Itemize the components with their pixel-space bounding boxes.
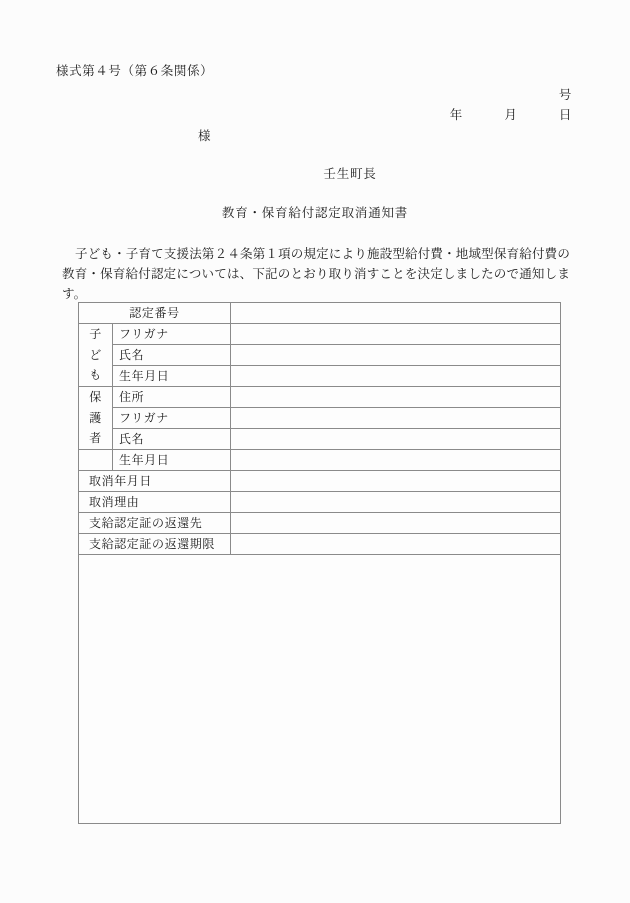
certification-cancellation-table	[78, 302, 561, 824]
row-value-child-furigana[interactable]	[231, 324, 561, 345]
row-label-child-birthdate: 生年月日	[113, 366, 231, 387]
row-value-guardian-address[interactable]	[231, 387, 561, 408]
form-number-label: 様式第４号（第６条関係）	[56, 64, 214, 78]
table-row-guardian-furigana	[79, 408, 561, 429]
table-row-return-deadline	[79, 534, 561, 555]
document-number-line: 号	[558, 88, 572, 102]
row-value-cancellation-reason[interactable]	[231, 492, 561, 513]
row-label-child-furigana: フリガナ	[113, 324, 231, 345]
group-label-guardian-char-1: 保	[89, 390, 102, 405]
document-body-text: 子ども・子育て支援法第２４条第１項の規定により施設型給付費・地域型保育給付費の教育・保育給付認定については、下記のとおり取り消すことを決定しましたので通知します。	[62, 247, 570, 301]
row-value-child-name[interactable]	[231, 345, 561, 366]
row-label-guardian-furigana: フリガナ	[113, 408, 231, 429]
row-value-return-deadline[interactable]	[231, 534, 561, 555]
row-label-child-name: 氏名	[113, 345, 231, 366]
date-year-label: 年	[449, 108, 463, 122]
group-label-child-char-3: も	[89, 368, 102, 383]
table-row-cancellation-date	[79, 471, 561, 492]
table-row-guardian-birthdate	[79, 450, 561, 471]
document-title: 教育・保育給付認定取消通知書	[221, 206, 409, 220]
group-label-child-char-1: 子	[89, 327, 102, 342]
table-row-child-birthdate	[79, 366, 561, 387]
row-value-return-destination[interactable]	[231, 513, 561, 534]
row-label-return-destination: 支給認定証の返還先	[79, 513, 231, 534]
row-value-certification-number[interactable]	[231, 303, 561, 324]
table-row-child-name	[79, 345, 561, 366]
row-label-guardian-birthdate: 生年月日	[113, 450, 231, 471]
row-value-cancellation-date[interactable]	[231, 471, 561, 492]
group-label-child	[79, 324, 113, 387]
group-label-guardian-continuation	[79, 450, 113, 471]
row-label-guardian-address: 住所	[113, 387, 231, 408]
group-label-guardian	[79, 387, 113, 450]
table-row-child-furigana	[79, 324, 561, 345]
table-row-blank-area	[79, 555, 561, 824]
row-value-child-birthdate[interactable]	[231, 366, 561, 387]
row-label-certification-number: 認定番号	[79, 303, 231, 324]
row-label-return-deadline: 支給認定証の返還期限	[79, 534, 231, 555]
row-label-guardian-name: 氏名	[113, 429, 231, 450]
document-date-line	[450, 105, 572, 123]
issuer-name: 壬生町長	[323, 167, 377, 181]
row-value-guardian-birthdate[interactable]	[231, 450, 561, 471]
row-value-guardian-name[interactable]	[231, 429, 561, 450]
date-month-label: 月	[504, 108, 518, 122]
table-row-certification-number	[79, 303, 561, 324]
date-day-label: 日	[558, 108, 572, 122]
group-label-child-char-2: ど	[89, 347, 102, 362]
blank-notes-area[interactable]	[79, 555, 561, 824]
table-row-return-destination	[79, 513, 561, 534]
group-label-guardian-char-3: 者	[89, 431, 102, 446]
row-value-guardian-furigana[interactable]	[231, 408, 561, 429]
table-row-cancellation-reason	[79, 492, 561, 513]
group-label-guardian-char-2: 護	[89, 410, 102, 425]
row-label-cancellation-date: 取消年月日	[79, 471, 231, 492]
table-row-guardian-address	[79, 387, 561, 408]
table-row-guardian-name	[79, 429, 561, 450]
addressee-honorific: 様	[198, 129, 211, 143]
row-label-cancellation-reason: 取消理由	[79, 492, 231, 513]
